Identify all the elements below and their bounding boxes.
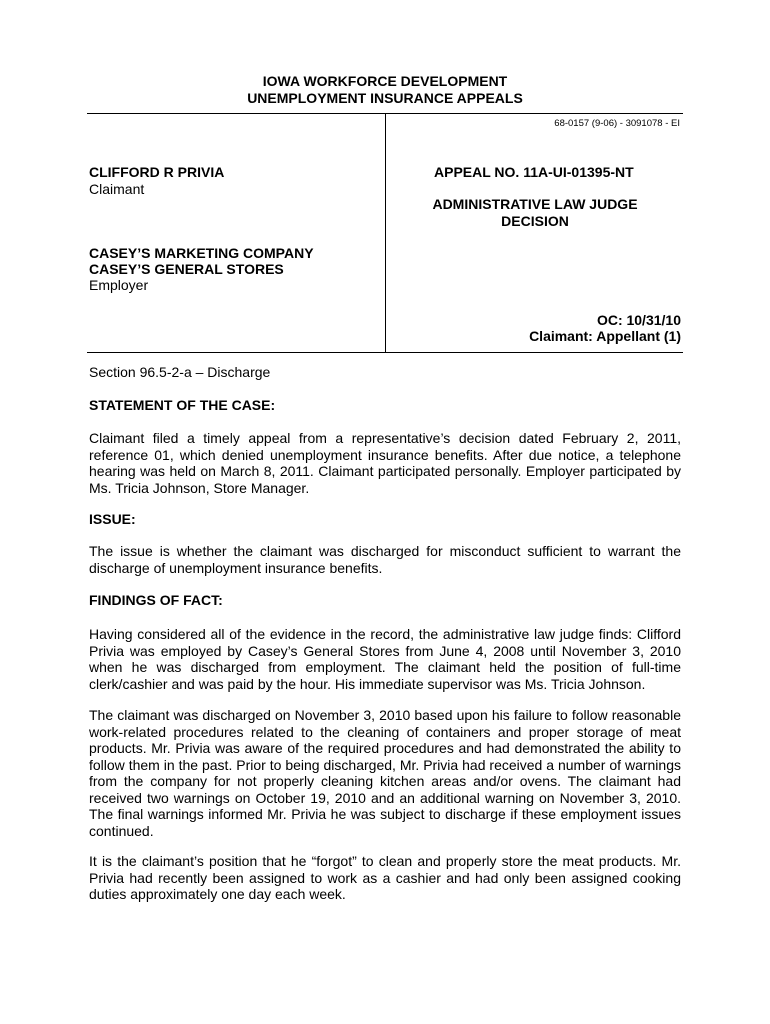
issue-heading: ISSUE:: [89, 511, 136, 527]
division-title: UNEMPLOYMENT INSURANCE APPEALS: [247, 90, 523, 106]
findings-paragraph-3: It is the claimant’s position that he “forgot” to clean and properly store the meat products. Mr. Privia had recently been assigned to work as a cashier and had only been assigned cooking duties approximately one day each week.: [89, 853, 681, 902]
employer-label: Employer: [89, 277, 149, 293]
decision-title-line1: ADMINISTRATIVE LAW JUDGE: [432, 196, 638, 212]
issue-paragraph: The issue is whether the claimant was discharged for misconduct sufficient to warrant the discharge of unemployment insurance benefits.: [89, 543, 681, 576]
agency-title: IOWA WORKFORCE DEVELOPMENT: [262, 73, 508, 89]
employer-name-2: CASEY’S GENERAL STORES: [89, 261, 284, 277]
form-number: 68-0157 (9-06) - 3091078 - EI: [554, 118, 680, 129]
statement-heading: STATEMENT OF THE CASE:: [89, 397, 276, 413]
appeal-number: APPEAL NO. 11A-UI-01395-NT: [434, 164, 634, 180]
findings-paragraph-1: Having considered all of the evidence in the record, the administrative law judge finds: Clifford Privia was employed by Casey’s General Stores from June 4, 2008 until November 3, 2010 when he was discharged from employment. The claimant held the position of full-time clerk/cashier and was paid by the hour. His immediate supervisor was Ms. Tricia Johnson.: [89, 626, 681, 692]
claimant-name: CLIFFORD R PRIVIA: [89, 164, 225, 180]
findings-heading: FINDINGS OF FACT:: [89, 592, 223, 608]
findings-paragraph-2: The claimant was discharged on November 3, 2010 based upon his failure to follow reasonable work-related procedures related to the cleaning of containers and proper storage of meat products. Mr. Privia was aware of the required procedures and had demonstrated the ability to follow them in the past. Prior to being discharged, Mr. Privia had received a number of warnings from the company for not properly cleaning kitchen areas and/or ovens. The claimant had received two warnings on October 19, 2010 and an additional warning on November 3, 2010. The final warnings informed Mr. Privia he was subject to discharge if these employment issues continued.: [89, 707, 681, 839]
statement-paragraph: Claimant filed a timely appeal from a representative’s decision dated February 2, 2011, reference 01, which denied unemployment insurance benefits. After due notice, a telephone hearing was held on March 8, 2011. Claimant participated personally. Employer participated by Ms. Tricia Johnson, Store Manager.: [89, 430, 681, 496]
caption-rule: [87, 352, 683, 353]
decision-title-line2: DECISION: [501, 213, 569, 229]
claimant-label: Claimant: [89, 181, 145, 197]
claimant-status: Claimant: Appellant (1): [529, 328, 681, 344]
column-divider: [385, 113, 386, 352]
employer-name-1: CASEY’S MARKETING COMPANY: [89, 245, 314, 261]
section-reference: Section 96.5-2-a – Discharge: [89, 364, 271, 380]
oc-date: OC: 10/31/10: [596, 312, 681, 328]
